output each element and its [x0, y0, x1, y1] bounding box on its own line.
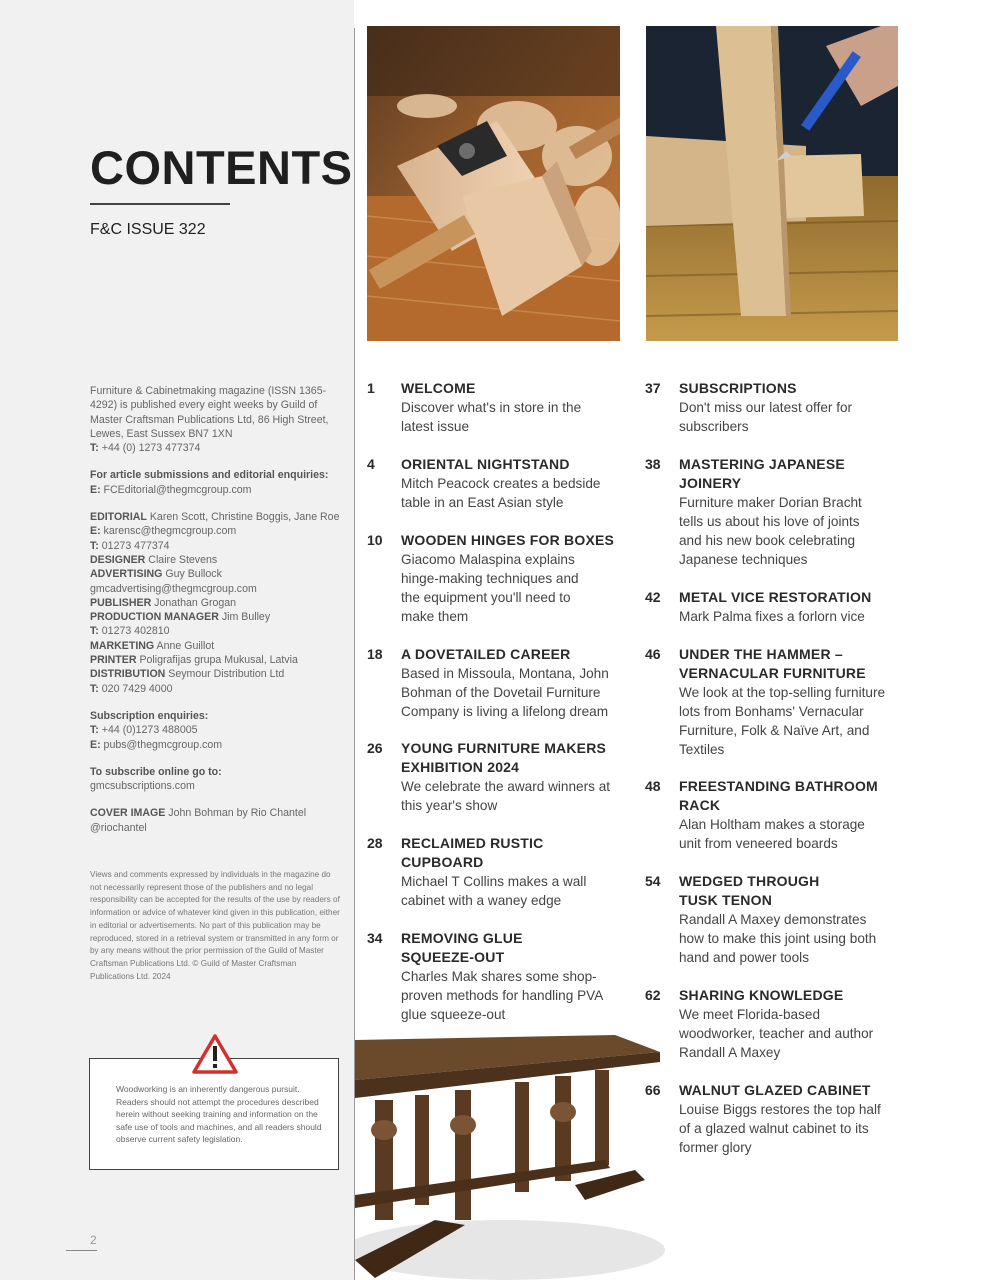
entry-page-number: 38 [645, 456, 661, 472]
entry-title: UNDER THE HAMMER – VERNACULAR FURNITURE [679, 646, 866, 681]
advertising-email: gmcadvertising@thegmcgroup.com [90, 582, 257, 595]
cover-credit-text: John Bohman by Rio Chantel @riochantel [90, 807, 307, 834]
warning-triangle-icon [192, 1034, 238, 1074]
contents-entry[interactable] [645, 872, 890, 967]
printer-label: PRINTER [90, 654, 137, 667]
subscription-enquiries [90, 709, 348, 752]
entry-description: Mitch Peacock creates a bedside table in an East Asian style [401, 476, 601, 510]
distribution-phone: 020 7429 4000 [101, 682, 173, 695]
production-manager: Jim Bulley [221, 611, 271, 624]
contents-entry[interactable] [645, 455, 885, 569]
designer-label: DESIGNER [90, 553, 146, 566]
phone-label: T: [90, 724, 99, 737]
entry-description: Randall A Maxey demonstrates how to make this joint using both hand and power tools [679, 912, 877, 965]
contents-entry[interactable] [367, 531, 625, 626]
email-label: E: [90, 483, 101, 496]
publication-info [90, 384, 348, 848]
entry-page-number: 28 [367, 835, 383, 851]
entry-title: SHARING KNOWLEDGE [679, 987, 844, 1003]
phone-label: T: [90, 682, 99, 695]
contents-entry[interactable] [367, 379, 617, 436]
phone-label: T: [90, 442, 99, 455]
cover-label: COVER IMAGE [90, 807, 166, 820]
entry-title: METAL VICE RESTORATION [679, 589, 872, 605]
entry-page-number: 42 [645, 589, 661, 605]
safety-warning-text: Woodworking is an inherently dangerous pursuit. Readers should not attempt the procedures described herein without seeking training and information on the safe use of tools and machines, and all readers should observe current safety legislation. [116, 1084, 322, 1145]
advertising: Guy Bullock [165, 568, 222, 581]
contents-entry[interactable] [645, 986, 890, 1062]
entry-description: Furniture maker Dorian Bracht tells us about his love of joints and his new book celebrating Japanese techniques [679, 495, 862, 567]
publisher-label: PUBLISHER [90, 596, 152, 609]
phone-label: T: [90, 539, 99, 552]
entry-title: RECLAIMED RUSTIC CUPBOARD [401, 835, 544, 870]
entry-page-number: 46 [645, 646, 661, 662]
entry-title: WOODEN HINGES FOR BOXES [401, 532, 615, 548]
entry-title: WEDGED THROUGH TUSK TENON [679, 873, 820, 908]
legal-disclaimer: Views and comments expressed by individuals in the magazine do not necessarily represent those of the publishers and no legal responsibility can be accepted for the results of the use by readers of information or advice of whatever kind given in this publication, either in editorial or advertisements. No part of this publication may be reproduced, stored in a retrieval system or transmitted in any form or by any means without the prior permission of the Guild of Master Craftsman Publications Ltd. © Guild of Master Craftsman Publications Ltd. 2024 [90, 870, 340, 981]
entry-description: Giacomo Malaspina explains hinge-making techniques and the equipment you'll need to make them [401, 552, 579, 624]
entry-description: Alan Holtham makes a storage unit from veneered boards [679, 817, 865, 851]
entry-page-number: 66 [645, 1082, 661, 1098]
marketing: Anne Guillot [156, 639, 215, 652]
page-number: 2 [90, 1233, 97, 1247]
entry-description: We celebrate the award winners at this year's show [401, 779, 611, 813]
subs-phone: +44 (0)1273 488005 [101, 724, 198, 737]
entry-description: Michael T Collins makes a wall cabinet with a waney edge [401, 874, 587, 908]
advertising-label: ADVERTISING [90, 568, 163, 581]
entry-title: SUBSCRIPTIONS [679, 380, 797, 396]
staff-list [90, 510, 348, 696]
email-label: E: [90, 525, 101, 538]
entry-description: Louise Biggs restores the top half of a glazed walnut cabinet to its former glory [679, 1102, 881, 1155]
entry-title: REMOVING GLUE SQUEEZE-OUT [401, 930, 523, 965]
page-title: CONTENTS [90, 141, 353, 194]
entry-page-number: 10 [367, 532, 383, 548]
phone-label: T: [90, 625, 99, 638]
entry-page-number: 34 [367, 930, 383, 946]
contents-entry[interactable] [367, 739, 622, 815]
submissions [90, 468, 348, 497]
contents-entry[interactable] [367, 455, 617, 512]
distribution-label: DISTRIBUTION [90, 668, 166, 681]
entry-description: Charles Mak shares some shop-proven methods for handling PVA glue squeeze-out [401, 969, 603, 1022]
entry-page-number: 48 [645, 778, 661, 794]
contents-entry[interactable] [645, 777, 890, 853]
issue-number: F&C ISSUE 322 [90, 221, 206, 238]
subs-heading: Subscription enquiries: [90, 709, 209, 722]
entry-description: We look at the top-selling furniture lots from Bonhams' Vernacular Furniture, Folk & Naïve Art, and Textiles [679, 685, 886, 757]
designer: Claire Stevens [148, 553, 218, 566]
photo-tenon-joint [646, 26, 898, 341]
editorial-names: Karen Scott, Christine Boggis, Jane Roe [149, 511, 340, 524]
photo-plane-on-bench [367, 26, 620, 341]
subs-email: pubs@thegmcgroup.com [103, 738, 223, 751]
contents-entry[interactable] [645, 588, 890, 626]
contents-entry[interactable] [645, 1081, 895, 1157]
production-phone: 01273 402810 [101, 625, 170, 638]
entry-page-number: 1 [367, 380, 375, 396]
photo-walnut-table [355, 1020, 665, 1280]
production-label: PRODUCTION MANAGER [90, 611, 219, 624]
publisher-address: Furniture & Cabinetmaking magazine (ISSN 1365-4292) is published every eight weeks by Guild of Master Craftsman Publications Ltd, 86 High Street, Lewes, East Sussex BN7 1XN [90, 385, 329, 440]
submissions-email: FCEditorial@thegmcgroup.com [103, 483, 252, 496]
editorial-email: karensc@thegmcgroup.com [103, 525, 237, 538]
contents-entry[interactable] [367, 645, 622, 721]
subscribe-online [90, 765, 348, 794]
entry-description: Don't miss our latest offer for subscribers [679, 400, 853, 434]
online-heading: To subscribe online go to: [90, 765, 222, 778]
entry-title: MASTERING JAPANESE JOINERY [679, 456, 845, 491]
entry-title: WELCOME [401, 380, 476, 396]
entry-title: YOUNG FURNITURE MAKERS EXHIBITION 2024 [401, 740, 607, 775]
entry-page-number: 18 [367, 646, 383, 662]
entry-title: A DOVETAILED CAREER [401, 646, 571, 662]
cover-credit [90, 806, 348, 835]
entry-title: FREESTANDING BATHROOM RACK [679, 778, 878, 813]
contents-entry[interactable] [645, 379, 885, 436]
entry-title: WALNUT GLAZED CABINET [679, 1082, 871, 1098]
editorial-phone: 01273 477374 [101, 539, 170, 552]
entry-description: We meet Florida-based woodworker, teacher and author Randall A Maxey [679, 1007, 874, 1060]
entry-page-number: 26 [367, 740, 383, 756]
entry-page-number: 4 [367, 456, 375, 472]
publisher-blurb [90, 384, 348, 455]
entry-description: Based in Missoula, Montana, John Bohman of the Dovetail Furniture Company is living a lifelong dream [401, 666, 609, 719]
publisher: Jonathan Grogan [154, 596, 237, 609]
contents-entry[interactable] [367, 834, 597, 910]
printer: Poligrafijas grupa Mukusal, Latvia [139, 654, 298, 667]
marketing-label: MARKETING [90, 639, 155, 652]
entry-title: ORIENTAL NIGHTSTAND [401, 456, 570, 472]
page-number-rule [66, 1250, 97, 1251]
distribution: Seymour Distribution Ltd [168, 668, 285, 681]
online-url[interactable]: gmcsubscriptions.com [90, 780, 195, 793]
phone: +44 (0) 1273 477374 [101, 442, 201, 455]
contents-entry[interactable] [367, 929, 617, 1024]
entry-page-number: 37 [645, 380, 661, 396]
title-rule [90, 203, 230, 205]
contents-entry[interactable] [645, 645, 897, 759]
submissions-heading: For article submissions and editorial enquiries: [90, 469, 329, 482]
editorial-label: EDITORIAL [90, 511, 147, 524]
email-label: E: [90, 738, 101, 751]
entry-description: Mark Palma fixes a forlorn vice [679, 609, 865, 624]
entry-page-number: 62 [645, 987, 661, 1003]
entry-description: Discover what's in store in the latest issue [401, 400, 582, 434]
entry-page-number: 54 [645, 873, 661, 889]
